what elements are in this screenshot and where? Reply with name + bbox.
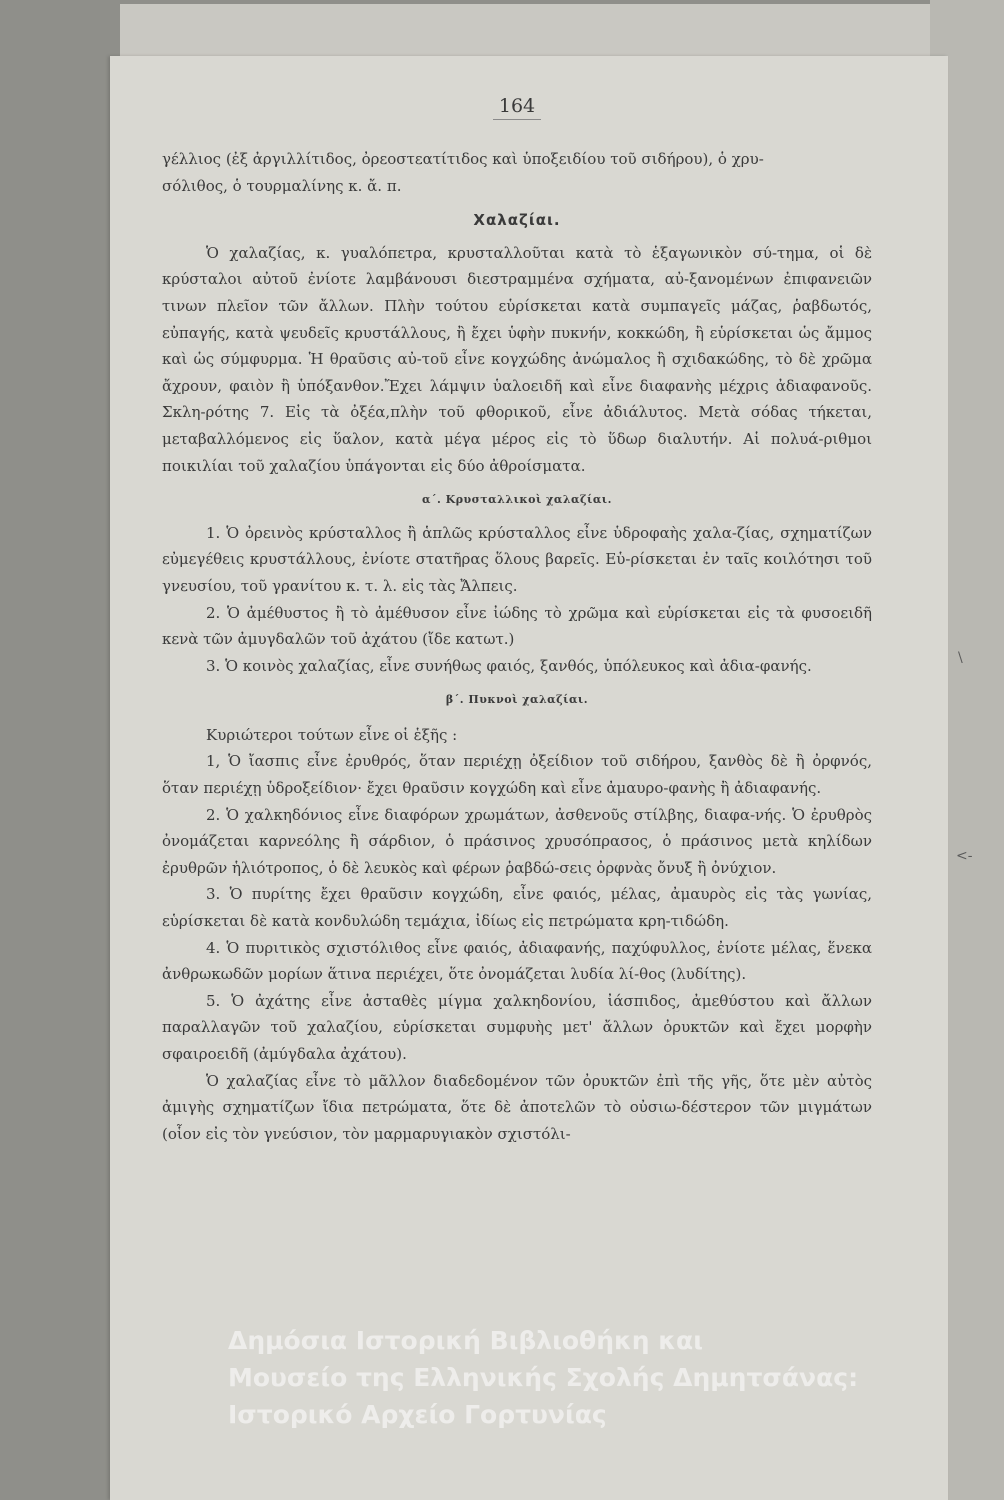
text-line: γέλλιος (ἐξ ἀργιλλίτιδος, ὀρεοστεατίτιδος καὶ ὑποξειδίου τοῦ σιδήρου), ὁ χρυ-	[162, 150, 764, 168]
section-heading: Χαλαζίαι.	[473, 211, 561, 230]
list-item: 3. Ὁ κοινὸς χαλαζίας, εἶνε συνήθως φαιός, ξανθός, ὑπόλευκος καὶ ἀδια-φανής.	[206, 656, 812, 675]
watermark-line: Ιστορικό Αρχείο Γορτυνίας	[228, 1400, 607, 1429]
page-text	[162, 95, 872, 1147]
subsection-heading: α΄. Κρυσταλλικοὶ χαλαζίαι.	[422, 493, 612, 507]
subsection-heading: β΄. Πυκνοὶ χαλαζίαι.	[445, 693, 589, 707]
paragraph: Ὁ χαλαζίας εἶνε τὸ μᾶλλον διαδεδομένον τῶν ὀρυκτῶν ἐπὶ τῆς γῆς, ὅτε μὲν αὐτὸς ἀμιγὴς σχηματίζων ἴδια πετρώματα, ὅτε δὲ ἀποτελῶν τὸ οὐσιω-δέστερον τῶν μιγμάτων (οἷον εἰς τὸν γνεύσιον, τὸν μαρμαρυγιακὸν σχιστόλι-	[162, 1071, 872, 1143]
margin-mark: \	[958, 650, 963, 666]
book-page	[110, 56, 948, 1500]
list-item: 2. Ὁ χαλκηδόνιος εἶνε διαφόρων χρωμάτων, ἀσθενοῦς στίλβης, διαφα-νής. Ὁ ἐρυθρὸς ὀνομάζεται καρνεόλης ἢ σάρδιον, ὁ πράσινος χρυσόπρασος, ὁ πράσινος μετὰ κηλίδων ἐρυθρῶν ἡλιότροπος, ὁ δὲ λευκὸς καὶ φέρων ῥαβδώ-σεις ὀρφνὰς ὄνυξ ἢ ὀνύχιον.	[162, 805, 872, 877]
watermark-line: Δημόσια Ιστορική Βιβλιοθήκη και	[228, 1326, 703, 1355]
list-item: 3. Ὁ πυρίτης ἔχει θραῦσιν κογχώδη, εἶνε φαιός, μέλας, ἀμαυρὸς εἰς τὰς γωνίας, εὑρίσκεται δὲ κατὰ κονδυλώδη τεμάχια, ἰδίως εἰς πετρώματα κρη-τιδώδη.	[162, 885, 872, 931]
list-item: 1. Ὁ ὀρεινὸς κρύσταλλος ἢ ἁπλῶς κρύσταλλος εἶνε ὑδροφαὴς χαλα-ζίας, σχηματίζων εὐμεγέθεις κρυστάλλους, ἐνίοτε στατῆρας ὅλους βαρεῖς. Εὑ-ρίσκεται ἐν ταῖς κοιλότησι τοῦ γνευσίου, τοῦ γρανίτου κ. τ. λ. εἰς τὰς Ἄλπεις.	[162, 523, 872, 595]
list-item: 2. Ὁ ἀμέθυστος ἢ τὸ ἀμέθυσον εἶνε ἰώδης τὸ χρῶμα καὶ εὑρίσκεται εἰς τὰ φυσοειδῆ κενὰ τῶν ἀμυγδαλῶν τοῦ ἀχάτου (ἴδε κατωτ.)	[162, 603, 872, 649]
text-line: σόλιθος, ὁ τουρμαλίνης κ. ἄ. π.	[162, 176, 402, 195]
list-item: 4. Ὁ πυριτικὸς σχιστόλιθος εἶνε φαιός, ἀδιαφανής, παχύφυλλος, ἐνίοτε μέλας, ἕνεκα ἀνθρωκωδῶν μορίων ἅτινα περιέχει, ὅτε ὀνομάζεται λυδία λί-θος (λυδίτης).	[162, 938, 872, 984]
paragraph: Κυριώτεροι τούτων εἶνε οἱ ἑξῆς :	[206, 725, 458, 744]
list-item: 1, Ὁ ἴασπις εἶνε ἐρυθρός, ὅταν περιέχῃ ὀξείδιον τοῦ σιδήρου, ξανθὸς δὲ ἢ ὀρφνός, ὅταν περιέχῃ ὑδροξείδιον· ἔχει θραῦσιν κογχώδη καὶ εἶνε ἀμαυρο-φανὴς ἢ ἀδιαφανής.	[162, 752, 872, 798]
page-number: 164	[162, 96, 872, 118]
watermark-line: Μουσείο της Ελληνικής Σχολής Δημητσάνας:	[228, 1363, 859, 1392]
watermark	[228, 1322, 858, 1433]
paragraph: Ὁ χαλαζίας, κ. γυαλόπετρα, κρυσταλλοῦται κατὰ τὸ ἑξαγωνικὸν σύ-τημα, οἱ δὲ κρύσταλοι αὐτοῦ ἐνίοτε λαμβάνουσι διεστραμμένα σχήματα, αὐ-ξανομένων ἐπιφανειῶν τινων πλεῖον τῶν ἄλλων. Πλὴν τούτου εὑρίσκεται κατὰ συμπαγεῖς μάζας, ῥαβδωτός, εὐπαγής, κατὰ ψευδεῖς κρυστάλλους, ἢ ἔχει ὑφὴν πυκνήν, κοκκώδη, ἢ εὑρίσκεται ὡς ἄμμος καὶ ὡς σύμφυρμα. Ἡ θραῦσις αὐ-τοῦ εἶνε κογχώδης ἀνώμαλος ἢ σχιδακώδης, τὸ δὲ χρῶμα ἄχρουν, φαιὸν ἢ ὑπόξανθον.Ἔχει λάμψιν ὑαλοειδῆ καὶ εἶνε διαφανὴς μέχρις ἀδιαφανοῦς. Σκλη-ρότης 7. Εἰς τὰ ὀξέα,πλὴν τοῦ φθορικοῦ, εἶνε ἀδιάλυτος. Μετὰ σόδας τήκεται, μεταβαλλόμενος εἰς ὕαλον, κατὰ μέγα μέρος εἰς τὸ ὕδωρ διαλυτήν. Αἱ πολυά-ριθμοι ποικιλίαι τοῦ χαλαζίου ὑπάγονται εἰς δύο ἀθροίσματα.	[162, 243, 872, 475]
list-item: 5. Ὁ ἀχάτης εἶνε ἀσταθὲς μίγμα χαλκηδονίου, ἰάσπιδος, ἀμεθύστου καὶ ἄλλων παραλλαγῶν τοῦ χαλαζίου, εὑρίσκεται συμφυὴς μετ' ἄλλων ὀρυκτῶν καὶ ἔχει μορφὴν σφαιροειδῆ (ἀμύγδαλα ἀχάτου).	[162, 991, 872, 1063]
margin-mark: <-	[956, 848, 973, 864]
